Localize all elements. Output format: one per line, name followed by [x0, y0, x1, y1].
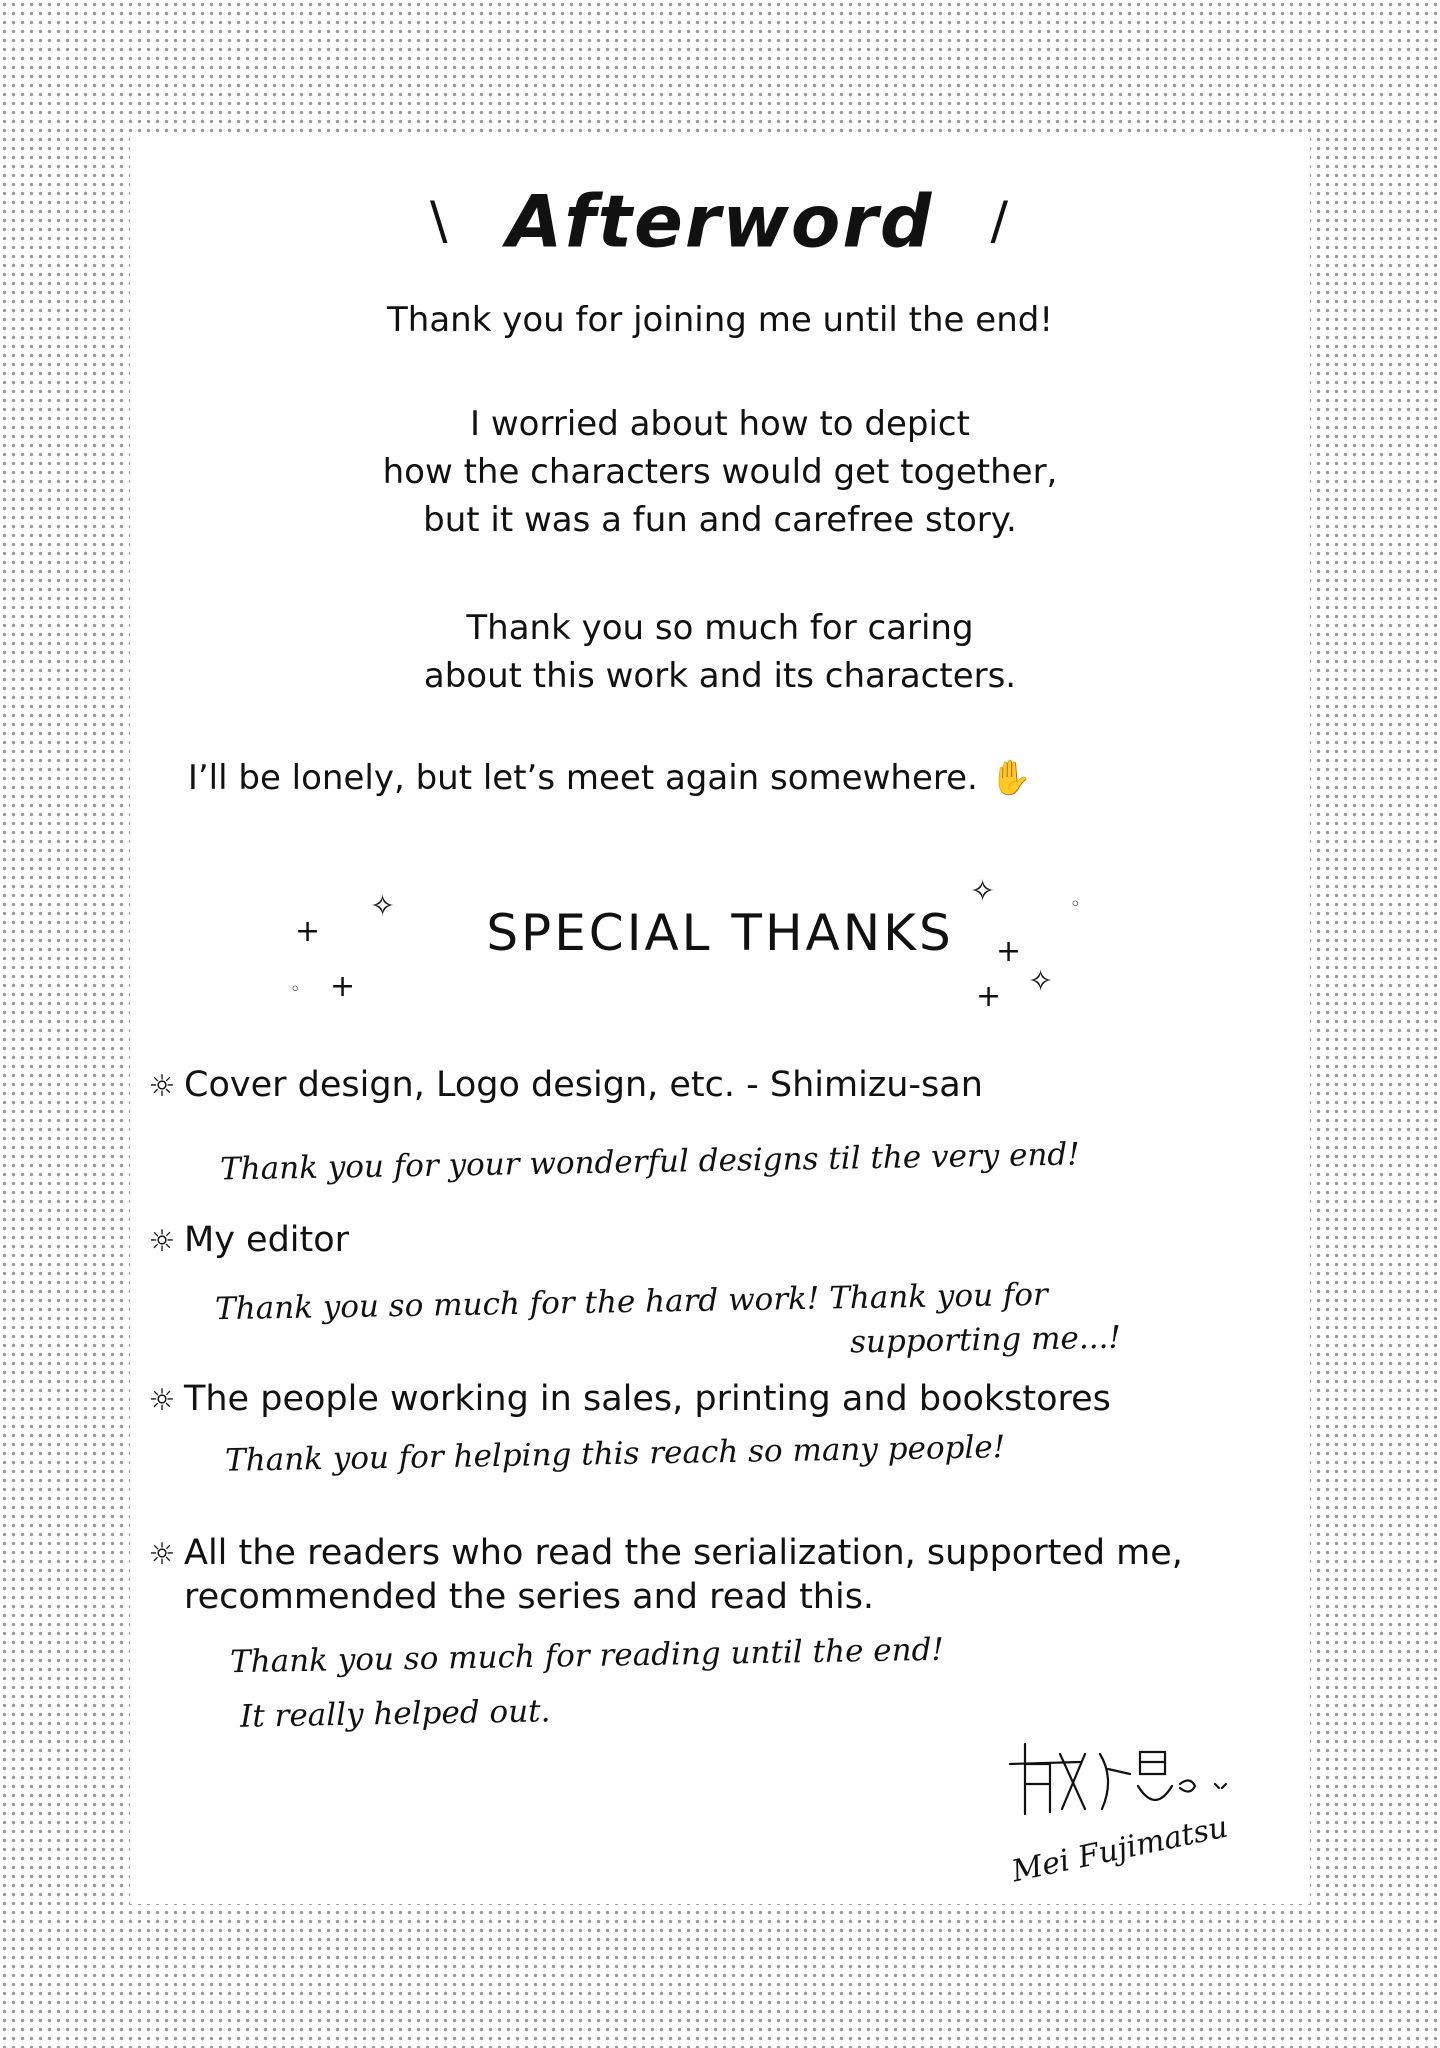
- sun-doodle-icon: ☼: [148, 1537, 176, 1572]
- paragraph-line: how the characters would get together,: [382, 452, 1058, 492]
- page-title: Afterword: [506, 179, 934, 264]
- sun-doodle-icon: ☼: [148, 1383, 176, 1418]
- title-row: [130, 174, 1310, 263]
- credit-note: [230, 1630, 944, 1682]
- sparkle-icon: ◦: [290, 979, 301, 1000]
- credit-name: The people working in sales, printing and bookstores: [184, 1379, 1111, 1419]
- special-thanks-heading: SPECIAL THANKS: [486, 904, 954, 962]
- paragraph-4: [130, 754, 1090, 802]
- sparkle-icon: ✧: [970, 874, 996, 909]
- paragraph-line: I’ll be lonely, but let’s meet again somewhere.: [187, 758, 978, 798]
- credit-note-line: Thank you for your wonderful designs til the very end!: [219, 1136, 1080, 1188]
- sparkle-icon: +: [330, 969, 356, 1004]
- paragraph-line: I worried about how to depict: [470, 404, 970, 444]
- credit-item: [140, 1064, 983, 1108]
- sparkle-icon: ◦: [1070, 894, 1081, 915]
- author-signature: [990, 1724, 1250, 1890]
- sparkle-icon: +: [295, 914, 321, 949]
- credit-note-line: Thank you for helping this reach so many people!: [224, 1429, 1006, 1479]
- sparkle-icon: +: [996, 934, 1022, 969]
- credit-name-continued: recommended the series and read this.: [184, 1577, 875, 1617]
- sparkle-icon: ✧: [1028, 964, 1054, 999]
- credit-name: All the readers who read the serialization, supported me,: [184, 1533, 1183, 1573]
- paragraph-line: Thank you so much for caring: [466, 608, 974, 648]
- credit-note: [850, 1318, 1122, 1363]
- waving-hand-icon: ✋: [989, 758, 1033, 798]
- credit-note-line: Thank you so much for reading until the end!: [229, 1631, 945, 1681]
- paragraph-line-wrap: [130, 754, 1090, 802]
- sparkle-icon: ✧: [370, 889, 396, 924]
- credit-note: [220, 1135, 1080, 1190]
- credit-note-line: Thank you so much for the hard work! Thank you for: [214, 1276, 1049, 1328]
- credit-note: [240, 1691, 551, 1736]
- credit-item: [140, 1219, 349, 1263]
- credit-note-line: supporting me...!: [849, 1319, 1122, 1361]
- credit-note-line: It really helped out.: [239, 1693, 551, 1735]
- paragraph-2: [130, 400, 1310, 544]
- paragraph-line: Thank you for joining me until the end!: [387, 300, 1053, 340]
- paragraph-3: [130, 604, 1310, 700]
- credit-item: [140, 1378, 1111, 1422]
- sparkle-icon: +: [976, 979, 1002, 1014]
- credit-name: Cover design, Logo design, etc. - Shimizu-san: [184, 1065, 983, 1105]
- credit-item: [140, 1532, 1183, 1618]
- paragraph-line: about this work and its characters.: [423, 656, 1017, 696]
- paragraph-1: [130, 296, 1310, 344]
- right-slash-decoration: /: [990, 191, 1011, 252]
- paragraph-line: but it was a fun and carefree story.: [423, 500, 1017, 540]
- sun-doodle-icon: ☼: [148, 1224, 176, 1259]
- left-slash-decoration: \: [429, 191, 450, 252]
- sun-doodle-icon: ☼: [148, 1069, 176, 1104]
- credit-name: My editor: [184, 1220, 350, 1260]
- signature-name: Mei Fujimatsu: [1008, 1809, 1231, 1890]
- credit-note: [225, 1427, 1006, 1481]
- page-panel: [130, 134, 1310, 1904]
